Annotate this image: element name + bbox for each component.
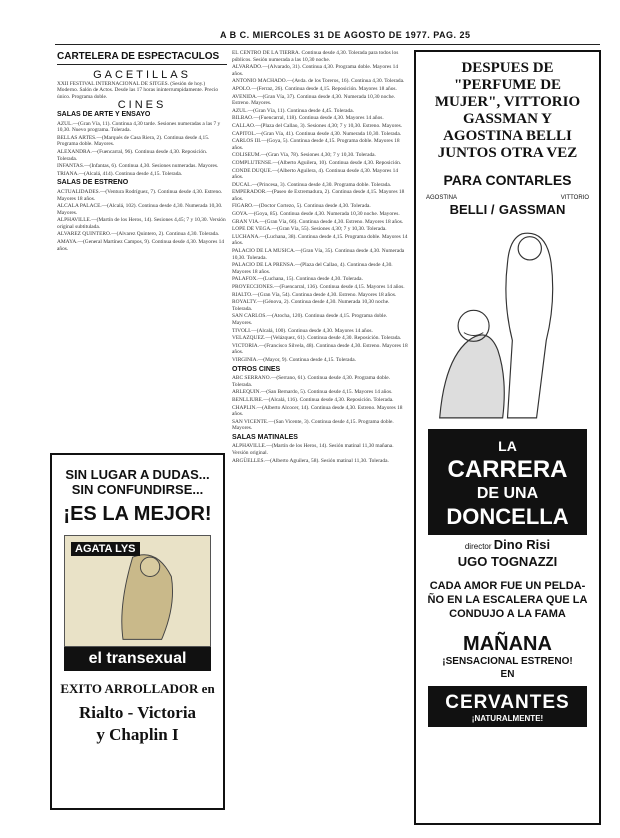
- listing-item: EMPERADOR.—(Paseo de Extremadura, 2). Continua desde 4,15. Mayores 18 años.: [232, 189, 405, 202]
- ad-line: GASSMAN Y: [462, 111, 553, 127]
- cinema-block: [428, 686, 587, 727]
- listing-item: ROYALTY.—(Génova, 2). Continua desde 4,30. Numerada 10,30 noche. Tolerada.: [232, 299, 390, 312]
- listing-item: INFANTAS.—(Infantas, 6). Continua 4,30. Sesiones numeradas. Mayores.: [57, 163, 219, 170]
- section-rule: [57, 64, 227, 65]
- para-contarles: PARA CONTARLES: [443, 172, 572, 188]
- director-name: Dino Risi: [493, 537, 551, 552]
- title-part: DE UNA: [476, 485, 539, 502]
- otros-cines-heading: OTROS CINES: [232, 365, 281, 373]
- cinema-name: CERVANTES: [445, 692, 570, 713]
- listing-item: APOLO.—(Ferraz, 26). Continua desde 4,15. Reposición. Mayores 18 años.: [232, 85, 397, 92]
- listing-item: CALLAO.—(Plaza del Callao, 3). Sesiones 4,30; 7 y 10,30. Estreno. Mayores.: [232, 122, 403, 129]
- star2-name: GASSMAN: [498, 202, 566, 217]
- tagline: [416, 579, 599, 621]
- listing-item: TRIANA.—(Alcalá, 414). Continua desde 4,15. Tolerada.: [57, 170, 183, 177]
- estreno-label: ¡SENSACIONAL ESTRENO!: [442, 656, 573, 667]
- listing-item: ALVARADO.—(Alvarado, 31). Continua 4,30. Programa doble. Mayores 14 años.: [232, 64, 399, 77]
- ad-line: SIN CONFUNDIRSE...: [71, 482, 204, 497]
- cinemas-line: Rialto - Victoria: [78, 703, 197, 722]
- listing-item: CONDE DUQUE.—(Alberto Aguilera, 4). Continua desde 4,30. Mayores 14 años.: [232, 167, 399, 181]
- salas-matinales-heading: SALAS MATINALES: [232, 433, 298, 441]
- director-label: director: [464, 542, 492, 551]
- listing-item: AMAYA.—(General Martínez Campos, 9). Continua desde 4,30. Mayores 14 años.: [57, 239, 225, 252]
- en-label: EN: [500, 669, 515, 680]
- listing-item: RIALTO.—(Gran Vía, 54). Continua desde 4,30. Estreno. Mayores 18 años.: [232, 291, 397, 298]
- listing-item: CARLOS III.—(Goya, 5). Continua desde 4,15. Programa doble. Mayores 18 años.: [232, 138, 400, 151]
- section-title: CARTELERA DE ESPECTACULOS: [57, 51, 220, 62]
- listing-item: AZUL.—(Gran Vía, 11). Continua desde 4,45. Tolerada.: [232, 107, 354, 114]
- listing-item: CAPITOL.—(Gran Vía, 41). Continua desde 4,30. Numerada 10,30. Tolerada.: [232, 130, 402, 137]
- listing-item: ARGÜELLES.—(Alberto Aguilera, 58). Sesión matinal 11,30. Tolerada.: [232, 457, 389, 464]
- ad-line: AGOSTINA BELLI: [443, 128, 572, 144]
- listing-item: ANTONIO MACHADO.—(Avda. de los Toreros, 16). Continua 4,30. Tolerada.: [232, 78, 405, 85]
- ad-line: DESPUES DE: [461, 60, 554, 76]
- listing-item: BELLAS ARTES.—(Marqués de Casa Riera, 2). Continua desde 4,15. Programa doble. Mayores.: [57, 134, 210, 148]
- listing-item: PALACIO DE LA MUSICA.—(Gran Vía, 35). Continua desde 4,30. Numerada 10,30. Tolerada.: [232, 248, 405, 261]
- listing-item: PROYECCIONES.—(Fuencarral, 136). Continua desde 4,15. Mayores 14 años.: [232, 284, 405, 290]
- title-part: CARRERA: [447, 456, 568, 483]
- star1-first: AGOSTINA: [426, 195, 458, 201]
- listing-item: COLISEUM.—(Gran Vía, 78). Sesiones 4,30; 7 y 10,30. Tolerada.: [232, 152, 376, 159]
- salas-estreno-heading: SALAS DE ESTRENO: [57, 179, 129, 187]
- tag-line: CADA AMOR FUE UN PELDA-: [429, 580, 586, 592]
- listing-item: BENLLIURE.—(Alcalá, 116). Continua desde 4,30. Reposición. Tolerada.: [232, 396, 394, 403]
- ad-headline: ¡ES LA MEJOR!: [63, 503, 212, 525]
- star2-first: VITTORIO: [560, 195, 589, 201]
- ad-line: MUJER", VITTORIO: [434, 94, 581, 110]
- listing-item: EL CENTRO DE LA TIERRA. Continua desde 4,30. Tolerada para todos los públicos. Sesión numerada a las 10,30 noche.: [232, 50, 399, 63]
- listing-item: AVENIDA.—(Gran Vía, 37). Continua desde 4,30. Numerada 10,30 noche. Estreno. Mayores.: [232, 93, 396, 107]
- naturalmente: ¡NATURALMENTE!: [471, 714, 544, 723]
- middle-listings: [232, 50, 408, 828]
- ad-el-transexual: [50, 453, 225, 810]
- listing-item: GRAN VIA.—(Gran Vía, 66). Continua desde 4,30. Estreno. Mayores 18 años.: [232, 218, 404, 225]
- listing-item: ABC SERRANO.—(Serrano, 61). Continua desde 4,30. Programa doble. Tolerada.: [232, 375, 390, 388]
- director-credit: [416, 537, 599, 552]
- ad-line: SIN LUGAR A DUDAS...: [65, 467, 210, 482]
- film-poster: [64, 535, 211, 647]
- listing-item: ALPHAVILLE.—(Martín de los Heros, 14). Sesiones 4,45; 7 y 10,30. Versión original subtitulada.: [57, 217, 226, 230]
- film-title-block: [428, 429, 587, 535]
- page-header: A B C. MIERCOLES 31 DE AGOSTO DE 1977. PAG. 25: [220, 30, 471, 40]
- salas-arte-heading: SALAS DE ARTE Y ENSAYO: [57, 110, 151, 118]
- tag-line: ÑO EN LA ESCALERA QUE LA: [427, 594, 588, 606]
- header-rule: [55, 44, 600, 45]
- gacetillas-heading: GACETILLAS: [93, 70, 191, 81]
- gacetilla-text: XXII FESTIVAL INTERNACIONAL DE SITGES. (Sesión de hoy.) Moderno. Salón de Actos. Desde las 17 horas ininterrumpidamente. Precio único. Programa doble.: [57, 80, 219, 100]
- manana: MAÑANA: [463, 633, 552, 655]
- listing-item: PALAFOX.—(Luchana, 15). Continua desde 4,30. Tolerada.: [232, 276, 363, 283]
- listing-item: ALCALA PALACE.—(Alcalá, 102). Continua desde 4,30. Numerada 10,30. Mayores.: [57, 203, 223, 216]
- listing-item: VIRGINIA.—(Mayor, 9). Continua desde 4,15. Tolerada.: [232, 356, 357, 363]
- listing-item: ALEXANDRA.—(Fuencarral, 96). Continua desde 4,30. Reposición. Tolerada.: [57, 148, 208, 162]
- listing-item: VICTORIA.—(Francisco Silvela, 48). Continua desde 4,30. Estreno. Mayores 18 años.: [232, 342, 408, 356]
- left-listings: [57, 70, 227, 450]
- ad-line: "PERFUME DE: [453, 77, 562, 93]
- exito-line: EXITO ARROLLADOR en: [60, 681, 215, 696]
- listing-item: SAN VICENTE.—(San Vicente, 3). Continua desde 4,15. Programa doble. Mayores.: [232, 418, 394, 432]
- title-part: LA: [498, 438, 517, 454]
- poster-illustration: [430, 221, 585, 421]
- listing-item: ALVAREZ QUINTERO.—(Alvarez Quintero, 2). Continua 4,30. Tolerada.: [57, 231, 220, 238]
- ad-la-carrera-de-una-doncella: [414, 50, 601, 825]
- listing-item: VELAZQUEZ.—(Velázquez, 61). Continua desde 4,30. Reposición. Tolerada.: [232, 335, 402, 342]
- film-title-band: el transexual: [64, 647, 211, 671]
- cinemas-line: y Chaplin I: [96, 725, 179, 744]
- listing-item: FIGARO.—(Doctor Cortezo, 5). Continua desde 4,30. Tolerada.: [232, 203, 371, 210]
- listing-item: PALACIO DE LA PRENSA.—(Plaza del Callao, 4). Continua desde 4,30. Mayores 18 años.: [232, 262, 393, 275]
- title-part: DONCELLA: [446, 504, 569, 529]
- listing-item: LUCHANA.—(Luchana, 38). Continua desde 4,15. Programa doble. Mayores 14 años.: [232, 233, 408, 247]
- listing-item: LOPE DE VEGA.—(Gran Vía, 55). Sesiones 4,30; 7 y 10,30. Tolerada.: [232, 226, 387, 233]
- listing-item: SAN CARLOS.—(Atocha, 120). Continua desde 4,15. Programa doble. Mayores.: [232, 313, 388, 326]
- cines-heading: CINES: [117, 99, 167, 112]
- listing-item: COMPLUTENSE.—(Alberto Aguilera, 10). Continua desde 4,30. Reposición.: [232, 159, 402, 166]
- listing-item: ACTUALIDADES.—(Ventura Rodríguez, 7). Continua desde 4,30. Estreno. Mayores 18 años.: [57, 188, 223, 202]
- listing-item: ALPHAVILLE.—(Martín de los Heros, 14). Sesión matinal 11,30 mañana. Versión original.: [232, 443, 394, 457]
- listing-item: DUCAL.—(Princesa, 3). Continua desde 4,30. Programa doble. Tolerada.: [232, 181, 392, 188]
- star-names: [416, 201, 599, 219]
- ad-line: JUNTOS OTRA VEZ: [437, 145, 578, 161]
- star1-name: BELLI /: [449, 202, 495, 217]
- tag-line: CONDUJO A LA FAMA: [449, 608, 566, 620]
- listing-item: ARLEQUIN.—(San Bernardo, 5). Continua desde 4,15. Mayores 14 años.: [232, 389, 393, 396]
- star-name: AGATA LYS: [71, 542, 140, 556]
- listing-item: AZUL.—(Gran Vía, 11). Continua 4,30 tarde. Sesiones numeradas a las 7 y 10,30. Nuevo programa. Tolerada.: [57, 120, 221, 134]
- listing-item: TIVOLI.—(Alcalá, 100). Continua desde 4,30. Mayores 14 años.: [232, 327, 373, 334]
- listing-item: CHAPLIN.—(Alberto Alcocer, 14). Continua desde 4,30. Estreno. Mayores 18 años.: [232, 404, 403, 418]
- listing-item: GOYA.—(Goya, 85). Continua desde 4,30. Numerada 10,30 noche. Mayores.: [232, 211, 400, 218]
- costar: UGO TOGNAZZI: [457, 554, 558, 569]
- listing-item: BILBAO.—(Fuencarral, 118). Continua desde 4,30. Mayores 14 años.: [232, 115, 384, 122]
